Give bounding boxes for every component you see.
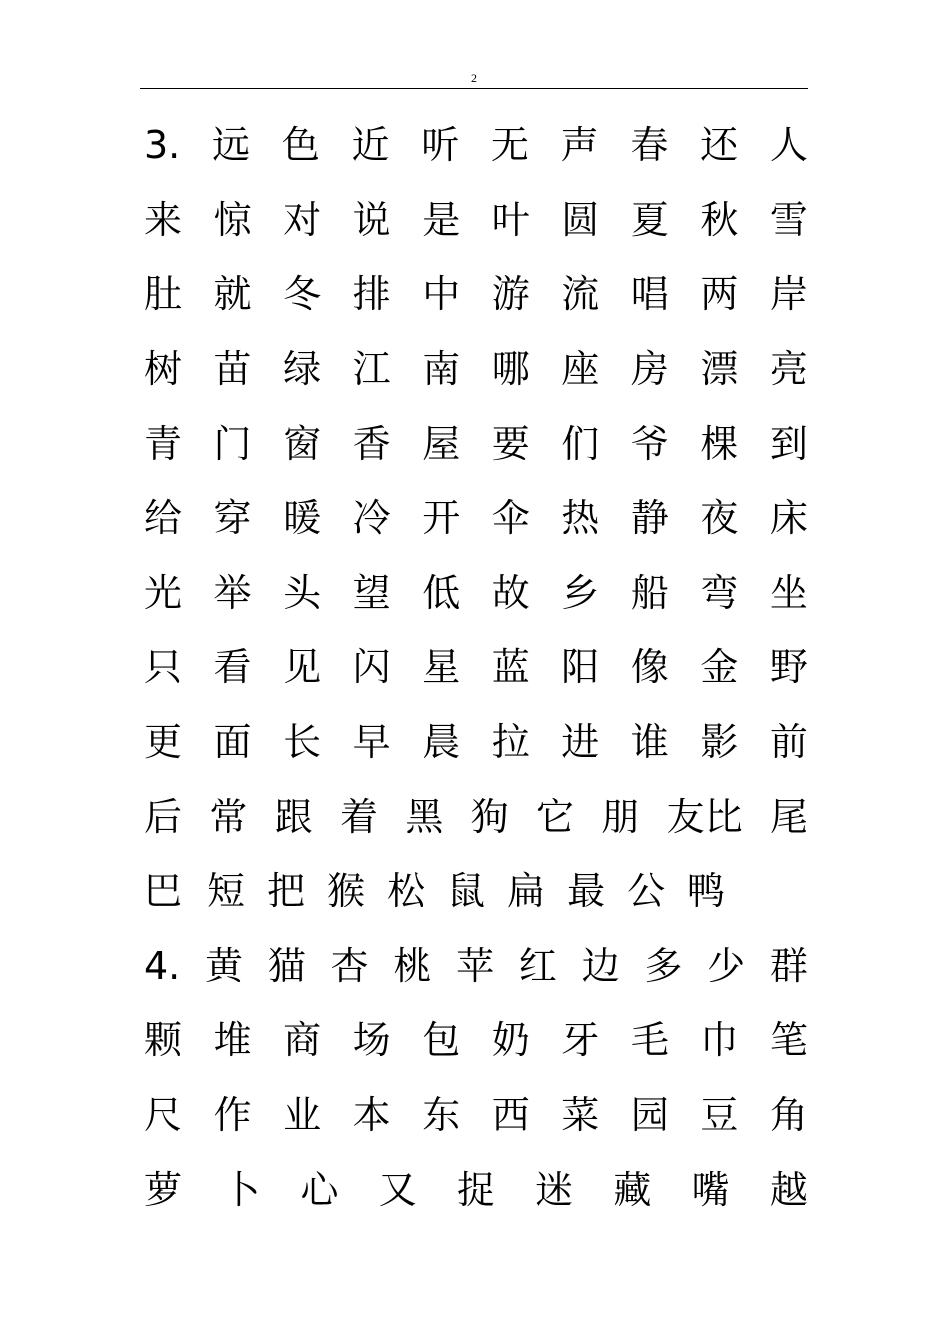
character: 雪 — [769, 197, 808, 242]
character: 望 — [352, 570, 391, 615]
character: 近 — [351, 123, 390, 168]
character: 蓝 — [491, 645, 530, 690]
character: 开 — [422, 496, 461, 541]
character: 面 — [213, 720, 252, 765]
character: 春 — [630, 123, 669, 168]
character: 惊 — [213, 197, 252, 242]
character-line — [144, 257, 808, 332]
character: 漂 — [700, 347, 739, 392]
character: 冬 — [283, 272, 322, 317]
character: 早 — [352, 720, 391, 765]
character: 苹 — [456, 943, 495, 988]
character: 进 — [561, 720, 600, 765]
character-line — [144, 1152, 808, 1227]
character: 边 — [581, 943, 620, 988]
character: 就 — [213, 272, 252, 317]
character: 光 — [144, 570, 183, 615]
character: 红 — [518, 943, 557, 988]
character: 排 — [352, 272, 391, 317]
character: 前 — [769, 720, 808, 765]
character: 要 — [491, 421, 530, 466]
character: 床 — [769, 496, 808, 541]
character: 着 — [339, 794, 378, 839]
character: 乡 — [561, 570, 600, 615]
character-line — [144, 705, 808, 780]
character-line — [144, 779, 808, 854]
character: 肚 — [144, 272, 183, 317]
character: 后 — [144, 794, 183, 839]
character: 江 — [352, 347, 391, 392]
character: 夜 — [700, 496, 739, 541]
character: 谁 — [630, 720, 669, 765]
character: 唱 — [630, 272, 669, 317]
character: 拉 — [491, 720, 530, 765]
character: 金 — [700, 645, 739, 690]
character: 4. — [144, 943, 181, 988]
character: 朋 — [601, 794, 640, 839]
character: 越 — [769, 1167, 808, 1212]
character: 萝 — [144, 1167, 183, 1212]
character: 苗 — [213, 347, 252, 392]
character: 长 — [283, 720, 322, 765]
character: 包 — [422, 1018, 461, 1063]
character: 笔 — [769, 1018, 808, 1063]
character-line — [144, 1003, 808, 1078]
character: 巴 — [144, 869, 183, 914]
character: 静 — [630, 496, 669, 541]
character: 猴 — [327, 869, 366, 914]
character: 低 — [422, 570, 461, 615]
character: 短 — [207, 869, 246, 914]
character: 猫 — [267, 943, 306, 988]
character: 伞 — [491, 496, 530, 541]
character: 角 — [769, 1093, 808, 1138]
character: 豆 — [700, 1093, 739, 1138]
character: 屋 — [422, 421, 461, 466]
character: 多 — [644, 943, 683, 988]
character: 阳 — [561, 645, 600, 690]
character: 东 — [422, 1093, 461, 1138]
character: 给 — [144, 496, 183, 541]
character: 嘴 — [691, 1167, 730, 1212]
character: 青 — [144, 421, 183, 466]
character: 亮 — [769, 347, 808, 392]
character: 菜 — [561, 1093, 600, 1138]
character-line — [144, 929, 808, 1004]
character: 最 — [567, 869, 606, 914]
character: 星 — [422, 645, 461, 690]
character: 船 — [630, 570, 669, 615]
character: 黑 — [405, 794, 444, 839]
character: 门 — [213, 421, 252, 466]
character: 黄 — [205, 943, 244, 988]
character-line — [144, 332, 808, 407]
character: 扁 — [507, 869, 546, 914]
character: 西 — [491, 1093, 530, 1138]
character: 影 — [700, 720, 739, 765]
character: 房 — [630, 347, 669, 392]
character: 人 — [769, 123, 808, 168]
character: 们 — [561, 421, 600, 466]
character: 友比 — [666, 794, 743, 839]
character: 场 — [352, 1018, 391, 1063]
character: 游 — [491, 272, 530, 317]
character-list — [144, 108, 808, 1227]
character: 暖 — [283, 496, 322, 541]
character: 园 — [630, 1093, 669, 1138]
character: 色 — [281, 123, 320, 168]
character: 捉 — [456, 1167, 495, 1212]
character: 无 — [490, 123, 529, 168]
character: 公 — [627, 869, 666, 914]
character: 野 — [769, 645, 808, 690]
character: 棵 — [700, 421, 739, 466]
character: 热 — [561, 496, 600, 541]
character: 迷 — [535, 1167, 574, 1212]
character: 中 — [422, 272, 461, 317]
character: 常 — [209, 794, 248, 839]
character: 它 — [535, 794, 574, 839]
character: 头 — [283, 570, 322, 615]
character-line — [144, 556, 808, 631]
character: 是 — [422, 197, 461, 242]
character: 只 — [144, 645, 183, 690]
character-line — [144, 481, 808, 556]
character: 夏 — [630, 197, 669, 242]
character-line — [144, 630, 808, 705]
character: 堆 — [213, 1018, 252, 1063]
character: 流 — [561, 272, 600, 317]
character: 弯 — [700, 570, 739, 615]
character: 鼠 — [447, 869, 486, 914]
character: 又 — [378, 1167, 417, 1212]
character: 冷 — [352, 496, 391, 541]
page-number: 2 — [471, 71, 477, 85]
character: 卜 — [222, 1167, 261, 1212]
character: 跟 — [274, 794, 313, 839]
character-line — [144, 1078, 808, 1153]
character: 更 — [144, 720, 183, 765]
character: 把 — [267, 869, 306, 914]
character: 鸭 — [687, 869, 726, 914]
character: 本 — [352, 1093, 391, 1138]
character-line — [144, 854, 808, 929]
character-line — [144, 406, 808, 481]
character: 颗 — [144, 1018, 183, 1063]
character: 叶 — [491, 197, 530, 242]
character: 到 — [769, 421, 808, 466]
character: 见 — [283, 645, 322, 690]
character: 穿 — [213, 496, 252, 541]
character: 尺 — [144, 1093, 183, 1138]
character: 听 — [421, 123, 460, 168]
character: 杏 — [330, 943, 369, 988]
character: 香 — [352, 421, 391, 466]
page-header — [140, 70, 808, 89]
character: 绿 — [283, 347, 322, 392]
character: 南 — [422, 347, 461, 392]
character: 两 — [700, 272, 739, 317]
character: 桃 — [393, 943, 432, 988]
character: 举 — [213, 570, 252, 615]
character: 爷 — [630, 421, 669, 466]
character: 毛 — [630, 1018, 669, 1063]
character: 来 — [144, 197, 183, 242]
character: 对 — [283, 197, 322, 242]
character: 藏 — [613, 1167, 652, 1212]
character: 少 — [707, 943, 746, 988]
character: 秋 — [700, 197, 739, 242]
character: 奶 — [491, 1018, 530, 1063]
character: 巾 — [700, 1018, 739, 1063]
character: 业 — [283, 1093, 322, 1138]
character: 松 — [387, 869, 426, 914]
character: 座 — [561, 347, 600, 392]
character: 群 — [769, 943, 808, 988]
character: 商 — [283, 1018, 322, 1063]
character: 尾 — [769, 794, 808, 839]
character-line — [144, 108, 808, 183]
character-line — [144, 183, 808, 258]
character: 看 — [213, 645, 252, 690]
character: 坐 — [769, 570, 808, 615]
character: 远 — [211, 123, 250, 168]
character: 哪 — [491, 347, 530, 392]
character: 说 — [352, 197, 391, 242]
character: 3. — [144, 123, 181, 168]
character: 闪 — [352, 645, 391, 690]
character: 故 — [491, 570, 530, 615]
character: 岸 — [769, 272, 808, 317]
character: 圆 — [561, 197, 600, 242]
character: 狗 — [470, 794, 509, 839]
character: 晨 — [422, 720, 461, 765]
character: 还 — [700, 123, 739, 168]
character: 窗 — [283, 421, 322, 466]
character: 树 — [144, 347, 183, 392]
character: 像 — [630, 645, 669, 690]
character: 作 — [213, 1093, 252, 1138]
character: 声 — [560, 123, 599, 168]
character: 心 — [300, 1167, 339, 1212]
character: 牙 — [561, 1018, 600, 1063]
